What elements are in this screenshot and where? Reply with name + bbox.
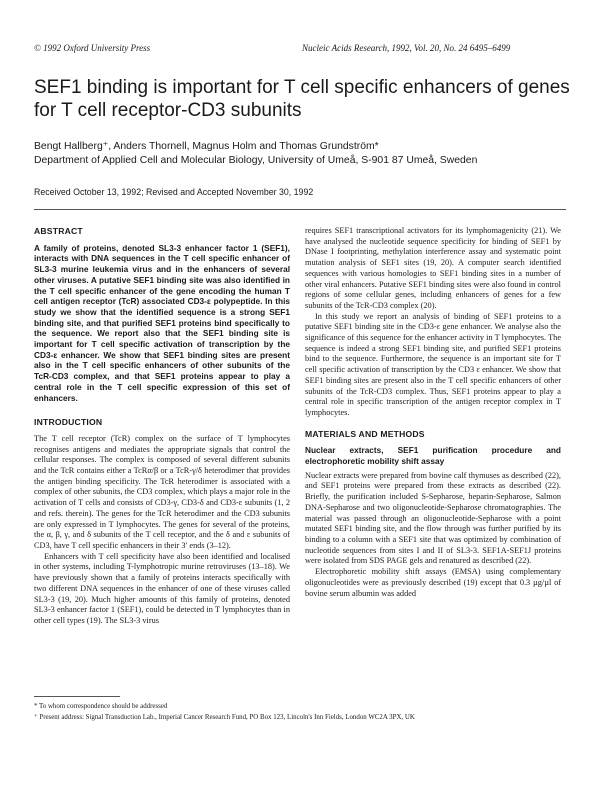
- right-paragraph-2: In this study we report an analysis of binding of SEF1 proteins to a putative SEF1 binding site in the CD3-ε gene enhancer. We analyse also the significance of this sequence for the enhancer activity in T lymphocytes. The sequence is indeed a strong SEF1 binding site, and purified SEF1 proteins bind to the sequence. Furthermore, the sequence is an important site for T cell specific activation of transcription by the CD3 ε enhancer. We show that SEF1 binding sites are present also in the T cell specific enhancers of other subunits of the TcR-CD3 complex. Thus, SEF1 proteins appear to play a central role in specific transcription of the antigen receptor complex in T lymphocytes.: [305, 311, 561, 417]
- right-column: [305, 226, 561, 599]
- methods-heading: MATERIALS AND METHODS: [305, 428, 425, 439]
- section-spacer: [305, 419, 561, 429]
- abstract-text: A family of proteins, denoted SL3-3 enhancer factor 1 (SEF1), interacts with DNA sequences in the T cell specific enhancer of SL3-3 murine leukemia virus and in the enhancers of several other viruses. A putative SEF1 binding site was also identified in the T cell specific enhancer of the gene encoding the human T cell antigen receptor (TcR) associated CD3-ε polypeptide. In this study we show that the identified sequence is a strong SEF1 binding site, and that purified SEF1 proteins bind specifically to the sequence. We report also that the SEF1 binding site is important for T cell specific activation of transcription by the CD3-ε enhancer. We show that SEF1 binding sites are present also in the T cell specific enhancers of other subunits of the TcR-CD3 complex, and that SEF1 proteins appear to play a central role in the T cell specific expression of this set of enhancers.: [34, 242, 290, 403]
- abstract-heading: ABSTRACT: [34, 226, 83, 236]
- author-list: Bengt Hallberg⁺, Anders Thornell, Magnus Holm and Thomas Grundström*: [34, 141, 379, 152]
- header-divider: [34, 209, 566, 210]
- intro-paragraph-2: Enhancers with T cell specificity have also been identified and localised in other systems, including T-lymphotropic murine retroviruses (13–18). We have previously shown that a family of proteins interacts specifically with two different DNA sequences in the enhancer of one of these viruses called SL3-3 (19, 20). Much higher amounts of this family of proteins, denoted SL3-3 enhancer factor 1 (SEF1), could be detected in T lymphocytes than in other cell types (19). The SL3-3 virus: [34, 551, 290, 625]
- methods-paragraph-1: Nuclear extracts were prepared from bovine calf thymuses as described (22), and SEF1 proteins were prepared from these extracts as described (22). Briefly, the purification included S-Sepharose, heparin-Sepharose, Salmon DNA-Sepharose and two oligonucleotide-Sepharose chromatographies. The material was passed through an oligonucleotide-Sepharose with a point mutated SEF1 binding site, and the flow through was further purified by its binding to a column with a SEF1 site that was optimized by combination of nucleotide sequences from sites I and II of SL3-3. SEF1A-SEF1J proteins were isolated from SDS PAGE gels and renatured as described (22).: [305, 470, 561, 566]
- methods-subheading: Nuclear extracts, SEF1 purification procedure and electrophoretic mobility shift assay: [305, 445, 561, 467]
- methods-paragraph-2: Electrophoretic mobility shift assays (EMSA) using complementary oligonucleotides were as previously described (19) except that 0.3 µg/µl of bovine serum albumin was added: [305, 567, 561, 598]
- journal-citation: Nucleic Acids Research, 1992, Vol. 20, No. 24 6495–6499: [302, 43, 511, 53]
- footnote-divider: [34, 696, 120, 697]
- author-block: [34, 140, 574, 168]
- intro-paragraph-1: The T cell receptor (TcR) complex on the surface of T lymphocytes recognises antigens and mediates the appropriate signals that control the cellular responses. The complex is composed of several different subunits and the TcR contains either a TcRα/β or a TcR-γ/δ heterodimer that provides the antigen binding specificity. The TcR heterodimer is associated with a complex of other subunits, the CD3 complex, which plays a major role in the activation of T cells and consists of CD3-γ, CD3-δ and CD3-ε subunits (1, 2 and refs. therein). The genes for the TcR heterodimer and the CD3 subunits are only expressed in T lymphocytes. The genes for several of the proteins, the α, β, γ, and δ subunits of the T cell receptor, and the δ and ε subunits of CD3, have T cell specific enhancers in their 3′ ends (3–12).: [34, 433, 290, 550]
- right-paragraph-1: requires SEF1 transcriptional activators for its lymphomagenicity (21). We have analysed the nucleotide sequence specificity for binding of SEF1 by DNase I footprinting, methylation interference assay and systematic point mutation analysis of SEF1 sites (19, 20). A computer search identified sequences with various homologies to SEF1 binding sites in a number of other viral enhancers. Putative SEF1 binding sites were also found in control regions of some cellular genes, including enhancers of genes for a few subunits of the TcR-CD3 complex (20).: [305, 226, 561, 310]
- journal-copyright: © 1992 Oxford University Press: [34, 43, 151, 53]
- affiliation: Department of Applied Cell and Molecular Biology, University of Umeå, S-901 87 Umeå, Sweden: [34, 155, 478, 166]
- footnotes: [34, 702, 566, 724]
- received-dates: Received October 13, 1992; Revised and Accepted November 30, 1992: [34, 187, 314, 197]
- footnote-correspondence: * To whom correspondence should be addressed: [34, 703, 168, 710]
- introduction-heading: INTRODUCTION: [34, 417, 103, 428]
- left-column: [34, 226, 290, 627]
- article-title: SEF1 binding is important for T cell specific enhancers of genes for T cell receptor-CD3 subunits: [34, 77, 570, 121]
- footnote-address: ⁺ Present address: Signal Transduction Lab., Imperial Cancer Research Fund, PO Box 123, Lincoln's Inn Fields, London WC2A 3PX, UK: [34, 714, 415, 721]
